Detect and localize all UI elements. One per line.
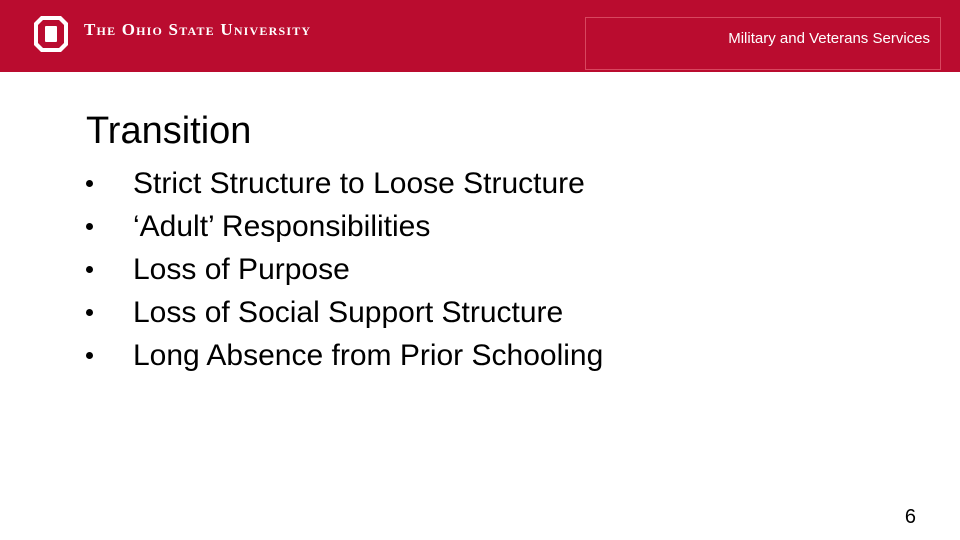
bullet-text: Long Absence from Prior Schooling: [133, 339, 604, 372]
bullet-text: Loss of Social Support Structure: [133, 296, 564, 329]
bullet-item: [86, 291, 603, 334]
header-bar: [0, 0, 960, 72]
university-name: The Ohio State University: [84, 20, 312, 39]
bullet-list: [86, 162, 603, 377]
bullet-item: [86, 334, 603, 377]
department-box: [585, 17, 941, 70]
bullet-icon: [86, 352, 93, 359]
bullet-text: Strict Structure to Loose Structure: [133, 167, 585, 200]
bullet-text: Loss of Purpose: [133, 253, 350, 286]
bullet-icon: [86, 223, 93, 230]
slide-title: Transition: [86, 110, 252, 152]
bullet-item: [86, 205, 603, 248]
bullet-icon: [86, 309, 93, 316]
department-name: Military and Veterans Services: [728, 30, 930, 47]
bullet-item: [86, 248, 603, 291]
bullet-icon: [86, 180, 93, 187]
bullet-text: ‘Adult’ Responsibilities: [133, 210, 431, 243]
page-number: 6: [904, 506, 916, 528]
block-o-logo-icon: [33, 15, 69, 53]
bullet-icon: [86, 266, 93, 273]
bullet-item: [86, 162, 603, 205]
